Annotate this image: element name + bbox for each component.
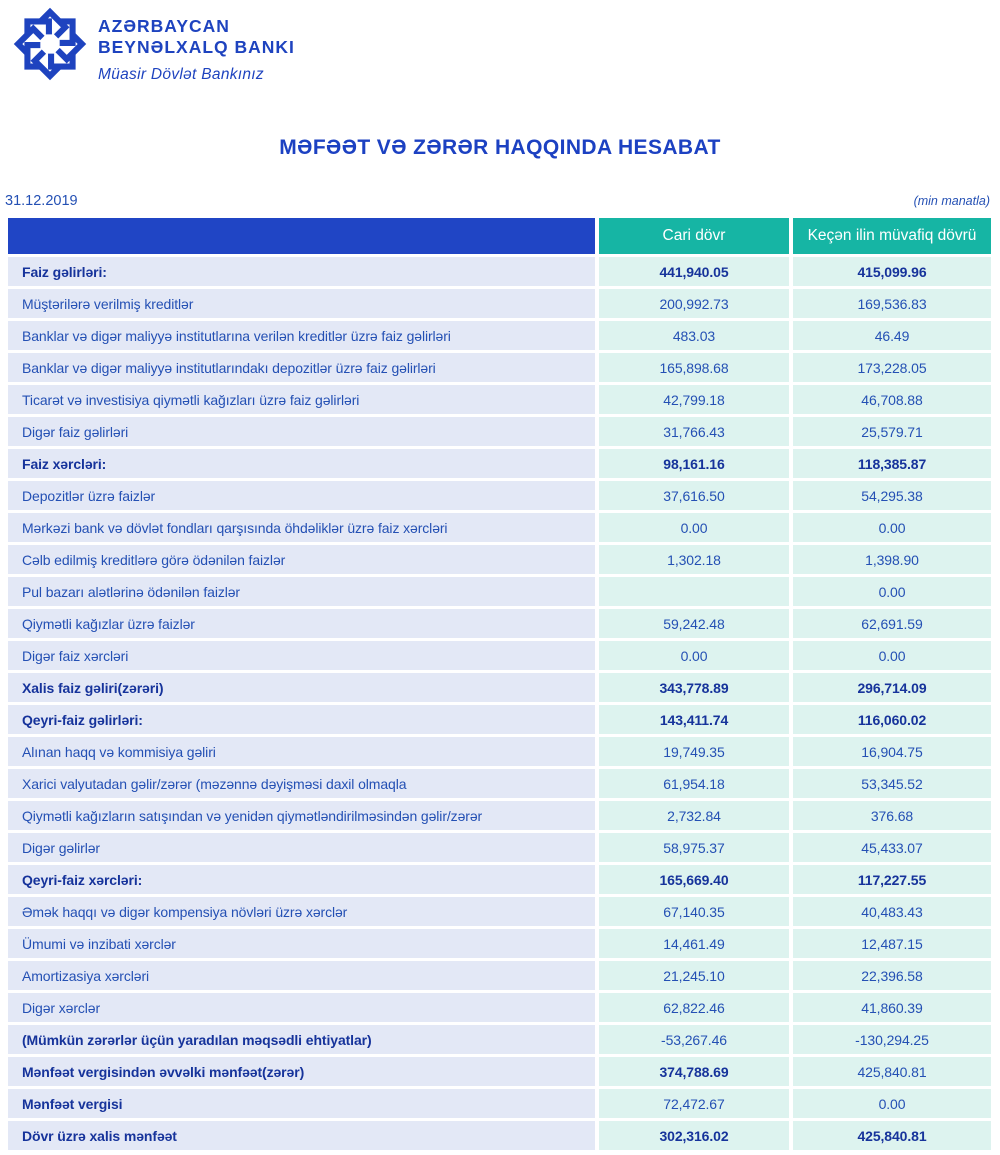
unit-note: (min manatla)	[913, 194, 990, 208]
table-row	[8, 481, 991, 510]
value-previous: 16,904.75	[793, 737, 991, 766]
row-label: Xalis faiz gəliri(zərəri)	[8, 673, 595, 702]
table-header-current: Cari dövr	[599, 218, 789, 254]
value-previous: 376.68	[793, 801, 991, 830]
report-date: 31.12.2019	[5, 193, 78, 209]
table-row	[8, 833, 991, 862]
row-label: Ticarət və investisiya qiymətli kağızları üzrə faiz gəlirləri	[8, 385, 595, 414]
table-row	[8, 961, 991, 990]
table-row	[8, 673, 991, 702]
value-current: 72,472.67	[599, 1089, 789, 1118]
value-current: 67,140.35	[599, 897, 789, 926]
table-row	[8, 1057, 991, 1086]
table-row	[8, 641, 991, 670]
value-previous: 62,691.59	[793, 609, 991, 638]
table-row	[8, 353, 991, 382]
value-current: 165,669.40	[599, 865, 789, 894]
value-previous: 46.49	[793, 321, 991, 350]
row-label: Amortizasiya xərcləri	[8, 961, 595, 990]
value-current: 62,822.46	[599, 993, 789, 1022]
row-label: Digər faiz gəlirləri	[8, 417, 595, 446]
value-previous: 1,398.90	[793, 545, 991, 574]
value-previous: 0.00	[793, 577, 991, 606]
row-label: Ümumi və inzibati xərclər	[8, 929, 595, 958]
row-label: Faiz gəlirləri:	[8, 257, 595, 286]
table-row	[8, 609, 991, 638]
value-current: 0.00	[599, 641, 789, 670]
row-label: Mənfəət vergisindən əvvəlki mənfəət(zərər)	[8, 1057, 595, 1086]
table-row	[8, 1089, 991, 1118]
row-label: Pul bazarı alətlərinə ödənilən faizlər	[8, 577, 595, 606]
profit-loss-table	[8, 218, 991, 1150]
value-previous: 40,483.43	[793, 897, 991, 926]
table-row	[8, 801, 991, 830]
brand-header	[12, 6, 295, 84]
table-row	[8, 577, 991, 606]
row-label: Banklar və digər maliyyə institutlarına verilən kreditlər üzrə faiz gəlirləri	[8, 321, 595, 350]
value-previous: 425,840.81	[793, 1057, 991, 1086]
row-label: Mənfəət vergisi	[8, 1089, 595, 1118]
table-row	[8, 1121, 991, 1150]
value-previous: 425,840.81	[793, 1121, 991, 1150]
table-row	[8, 865, 991, 894]
value-previous: 46,708.88	[793, 385, 991, 414]
value-previous: 45,433.07	[793, 833, 991, 862]
value-current: 165,898.68	[599, 353, 789, 382]
bank-name-line2: BEYNƏLXALQ BANKI	[98, 37, 295, 58]
row-label: Alınan haqq və kommisiya gəliri	[8, 737, 595, 766]
table-body	[8, 257, 991, 1150]
row-label: (Mümkün zərərlər üçün yaradılan məqsədli ehtiyatlar)	[8, 1025, 595, 1054]
row-label: Digər gəlirlər	[8, 833, 595, 862]
table-row	[8, 385, 991, 414]
table-row	[8, 257, 991, 286]
bank-name-line1: AZƏRBAYCAN	[98, 16, 230, 36]
value-previous: 118,385.87	[793, 449, 991, 478]
value-previous: 0.00	[793, 641, 991, 670]
value-current: 343,778.89	[599, 673, 789, 702]
value-current: 42,799.18	[599, 385, 789, 414]
table-header-empty	[8, 218, 595, 254]
row-label: Digər xərclər	[8, 993, 595, 1022]
row-label: Qiymətli kağızlar üzrə faizlər	[8, 609, 595, 638]
row-label: Banklar və digər maliyyə institutlarındakı depozitlər üzrə faiz gəlirləri	[8, 353, 595, 382]
value-previous: 25,579.71	[793, 417, 991, 446]
row-label: Qeyri-faiz gəlirləri:	[8, 705, 595, 734]
value-current: 441,940.05	[599, 257, 789, 286]
value-previous: 41,860.39	[793, 993, 991, 1022]
bank-logo-icon	[12, 6, 88, 82]
row-label: Xarici valyutadan gəlir/zərər (məzənnə dəyişməsi daxil olmaqla	[8, 769, 595, 798]
value-previous: 169,536.83	[793, 289, 991, 318]
value-previous: 0.00	[793, 513, 991, 542]
table-row	[8, 705, 991, 734]
value-current: 2,732.84	[599, 801, 789, 830]
value-previous: 12,487.15	[793, 929, 991, 958]
value-current: 21,245.10	[599, 961, 789, 990]
value-previous: 54,295.38	[793, 481, 991, 510]
bank-name	[98, 16, 295, 59]
row-label: Dövr üzrə xalis mənfəət	[8, 1121, 595, 1150]
table-row	[8, 929, 991, 958]
table-row	[8, 321, 991, 350]
table-row	[8, 737, 991, 766]
value-current: 143,411.74	[599, 705, 789, 734]
value-current: 19,749.35	[599, 737, 789, 766]
value-current: 1,302.18	[599, 545, 789, 574]
row-label: Qiymətli kağızların satışından və yenidən qiymətləndirilməsindən gəlir/zərər	[8, 801, 595, 830]
value-previous: 173,228.05	[793, 353, 991, 382]
value-previous: 415,099.96	[793, 257, 991, 286]
value-current: 59,242.48	[599, 609, 789, 638]
row-label: Müştərilərə verilmiş kreditlər	[8, 289, 595, 318]
value-current: 302,316.02	[599, 1121, 789, 1150]
value-current: 483.03	[599, 321, 789, 350]
table-row	[8, 289, 991, 318]
value-previous: 53,345.52	[793, 769, 991, 798]
value-current: 58,975.37	[599, 833, 789, 862]
brand-text	[98, 16, 295, 84]
value-current: 374,788.69	[599, 1057, 789, 1086]
table-row	[8, 769, 991, 798]
row-label: Depozitlər üzrə faizlər	[8, 481, 595, 510]
row-label: Faiz xərcləri:	[8, 449, 595, 478]
value-current: 200,992.73	[599, 289, 789, 318]
row-label: Cəlb edilmiş kreditlərə görə ödənilən faizlər	[8, 545, 595, 574]
value-previous: 22,396.58	[793, 961, 991, 990]
table-row	[8, 449, 991, 478]
row-label: Mərkəzi bank və dövlət fondları qarşısında öhdəliklər üzrə faiz xərcləri	[8, 513, 595, 542]
value-previous: 117,227.55	[793, 865, 991, 894]
table-header-previous: Keçən ilin müvafiq dövrü	[793, 218, 991, 254]
row-label: Digər faiz xərcləri	[8, 641, 595, 670]
bank-tagline: Müasir Dövlət Bankınız	[98, 65, 264, 83]
value-previous: -130,294.25	[793, 1025, 991, 1054]
value-current: 98,161.16	[599, 449, 789, 478]
value-previous: 116,060.02	[793, 705, 991, 734]
value-current: 37,616.50	[599, 481, 789, 510]
value-previous: 296,714.09	[793, 673, 991, 702]
table-row	[8, 417, 991, 446]
row-label: Əmək haqqı və digər kompensiya növləri üzrə xərclər	[8, 897, 595, 926]
value-current: -53,267.46	[599, 1025, 789, 1054]
table-row	[8, 513, 991, 542]
value-current: 0.00	[599, 513, 789, 542]
table-row	[8, 897, 991, 926]
table-row	[8, 1025, 991, 1054]
table-header-row	[8, 218, 991, 254]
table-row	[8, 993, 991, 1022]
page-title: MƏFƏƏT VƏ ZƏRƏR HAQQINDA HESABAT	[279, 136, 721, 159]
value-current	[599, 577, 789, 606]
value-current: 14,461.49	[599, 929, 789, 958]
value-previous: 0.00	[793, 1089, 991, 1118]
row-label: Qeyri-faiz xərcləri:	[8, 865, 595, 894]
table-row	[8, 545, 991, 574]
value-current: 61,954.18	[599, 769, 789, 798]
value-current: 31,766.43	[599, 417, 789, 446]
